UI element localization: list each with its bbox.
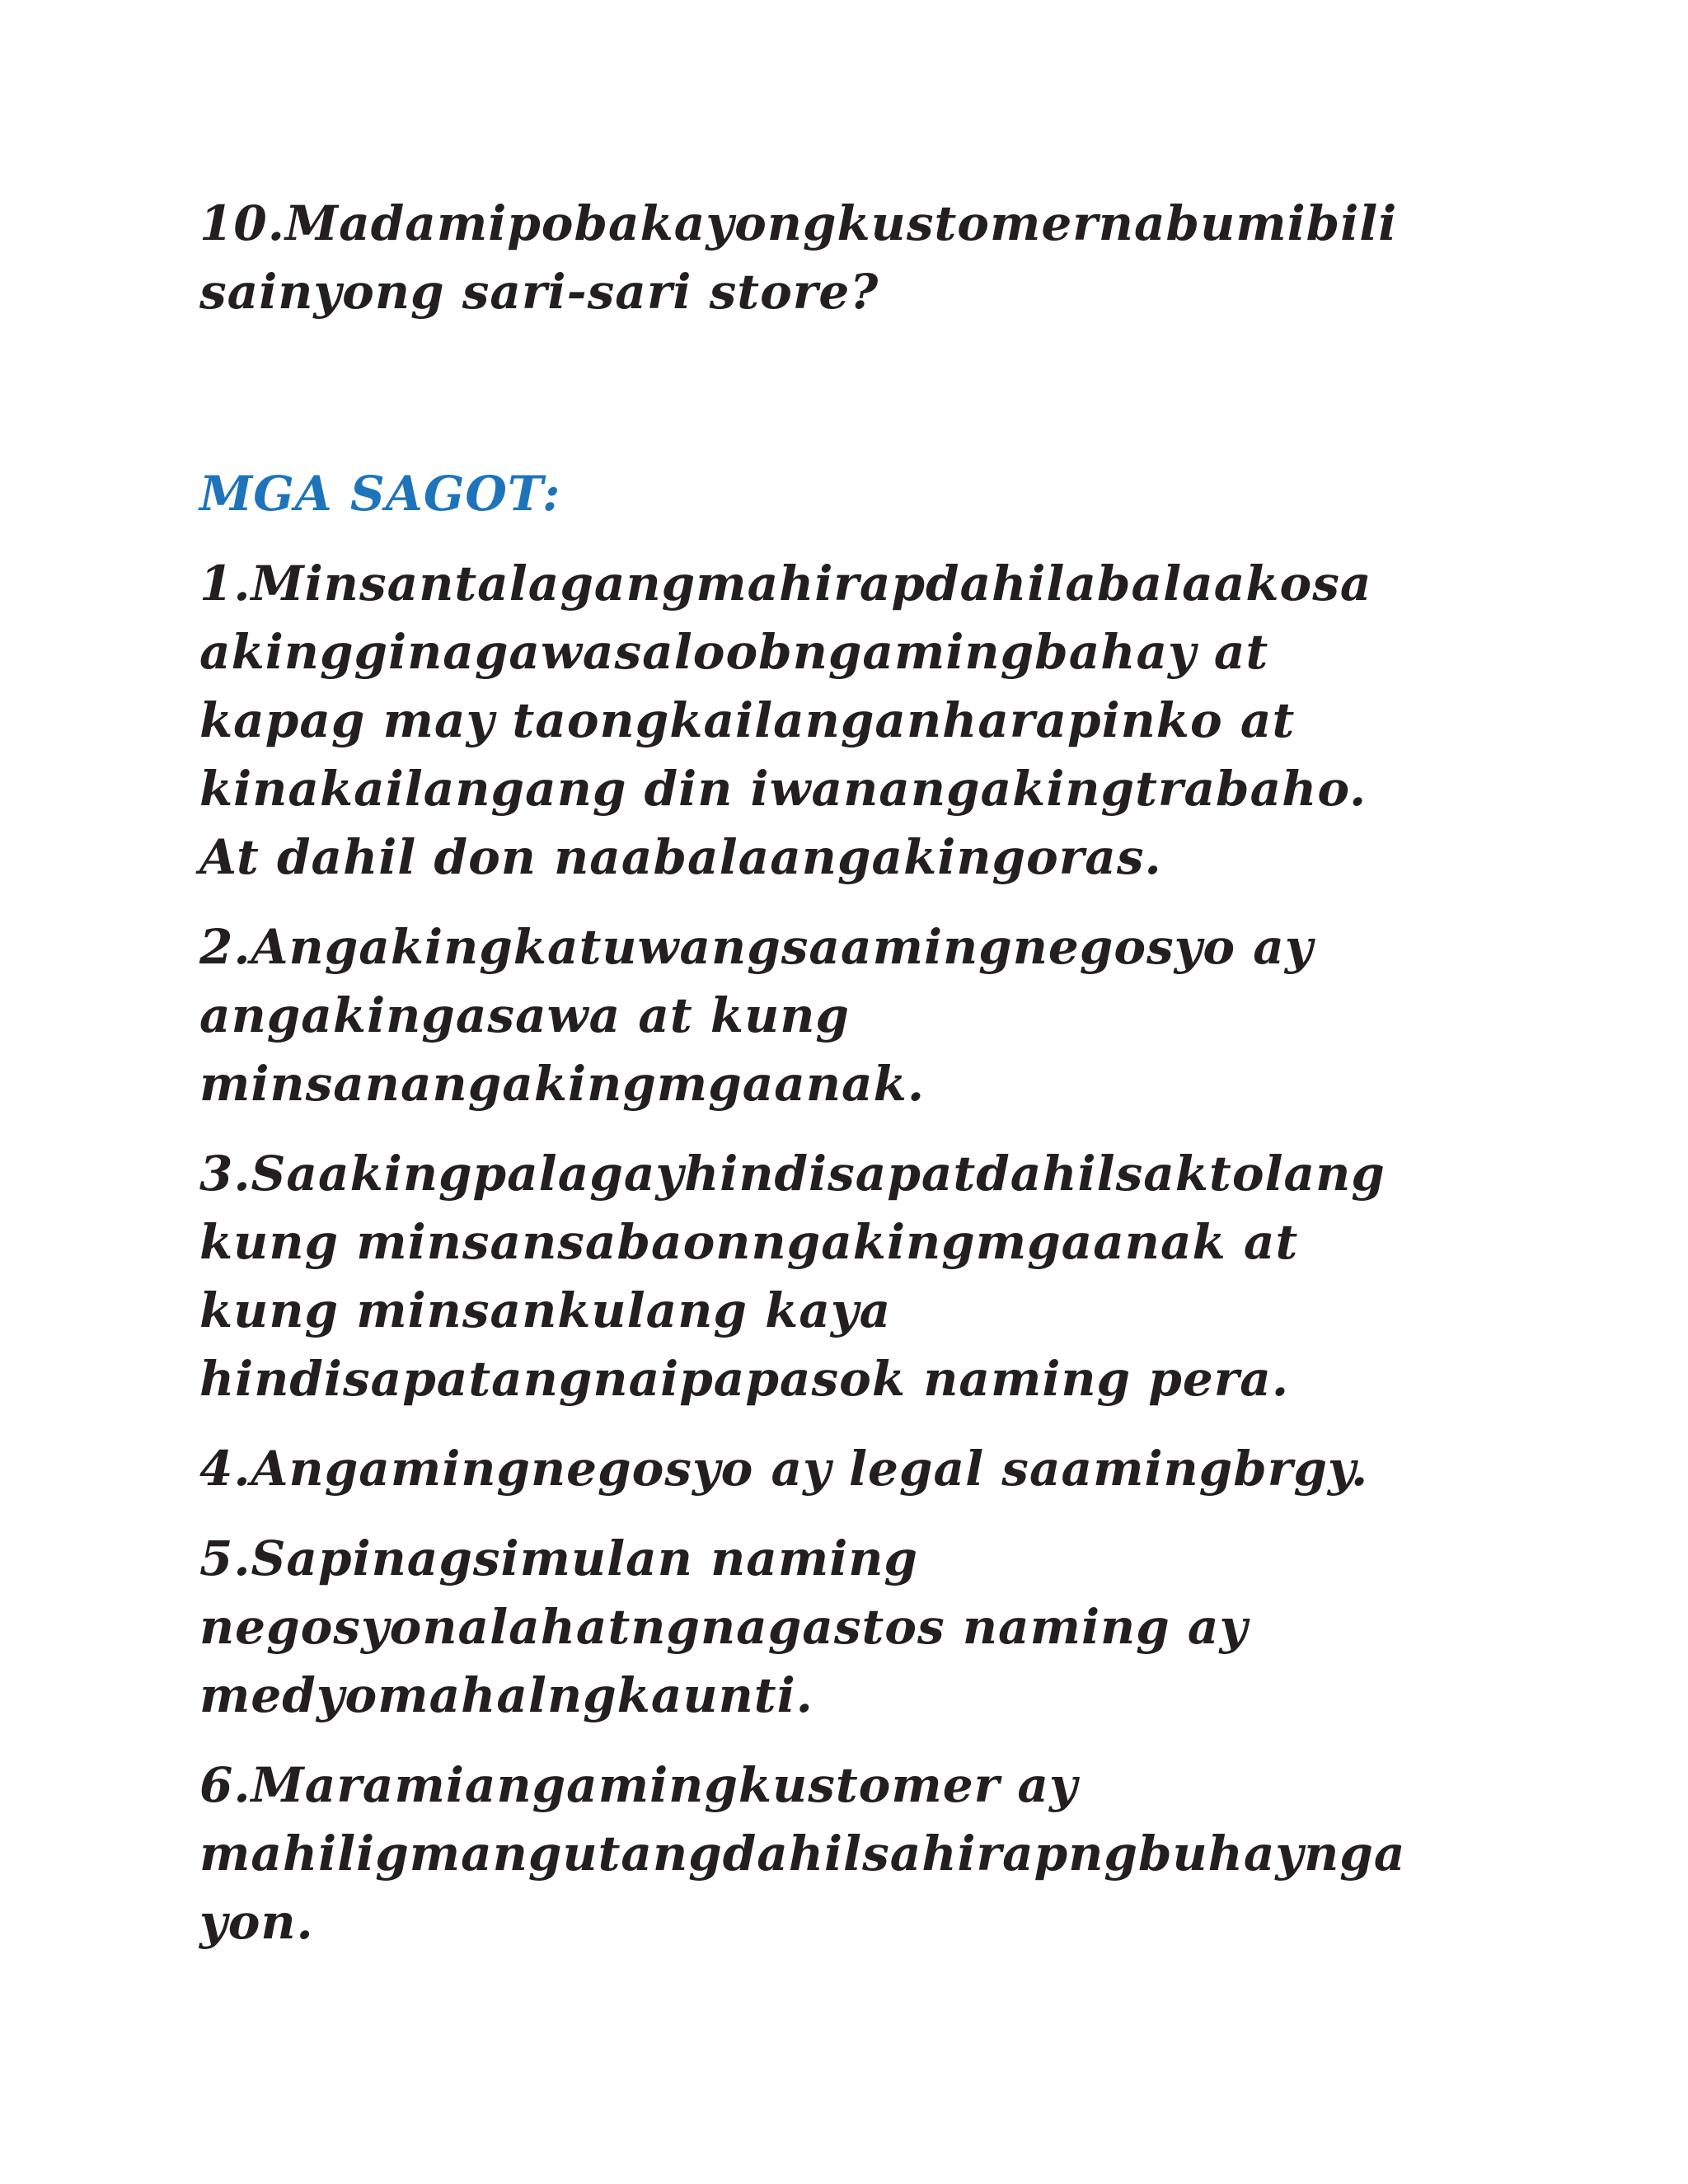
answer-line: akingginagawasaloobngamingbahay at bbox=[199, 624, 1269, 680]
answer-5 bbox=[199, 1525, 1502, 1730]
answers-heading: MGA SAGOT: bbox=[199, 466, 561, 522]
answer-2 bbox=[199, 913, 1502, 1118]
answer-line: 6.Maramiangamingkustomer ay bbox=[199, 1757, 1078, 1813]
answer-line: medyomahalngkaunti. bbox=[199, 1667, 814, 1723]
answer-line: angakingasawa at kung bbox=[199, 987, 850, 1043]
question-line: sainyong sari-sari store? bbox=[199, 264, 879, 320]
answer-line: 5.Sapinagsimulan naming bbox=[199, 1530, 918, 1586]
answer-line: kinakailangang din iwanangakingtrabaho. bbox=[199, 761, 1367, 817]
answer-6 bbox=[199, 1751, 1502, 1957]
answer-1 bbox=[199, 550, 1502, 892]
answer-line: kung minsansabaonngakingmgaanak at bbox=[199, 1214, 1299, 1270]
answer-line: yon. bbox=[199, 1894, 314, 1950]
answer-line: At dahil don naabalaangakingoras. bbox=[199, 829, 1162, 885]
answer-line: 4.Angamingnegosyo ay legal saamingbrgy. bbox=[199, 1441, 1369, 1497]
answer-line: negosyonalahatngnagastos naming ay bbox=[199, 1599, 1249, 1655]
answer-line: mahiligmangutangdahilsahirapngbuhaynga bbox=[199, 1825, 1406, 1882]
question-10 bbox=[199, 190, 1502, 326]
answer-line: 3.Saakingpalagayhindisapatdahilsaktolang bbox=[199, 1146, 1386, 1202]
answer-line: hindisapatangnaipapasok naming pera. bbox=[199, 1351, 1290, 1407]
answer-line: minsanangakingmgaanak. bbox=[199, 1056, 926, 1112]
answer-line: kung minsankulang kaya bbox=[199, 1282, 892, 1338]
document-body bbox=[199, 190, 1502, 1978]
answer-line: 1.Minsantalagangmahirapdahilabalaakosa bbox=[199, 555, 1372, 612]
answer-line: kapag may taongkailanganharapinko at bbox=[199, 692, 1296, 748]
answer-3 bbox=[199, 1140, 1502, 1413]
answer-line: 2.Angakingkatuwangsaamingnegosyo ay bbox=[199, 919, 1314, 975]
question-line: 10.Madamipobakayongkustomernabumibili bbox=[199, 195, 1398, 251]
answer-4 bbox=[199, 1435, 1502, 1503]
